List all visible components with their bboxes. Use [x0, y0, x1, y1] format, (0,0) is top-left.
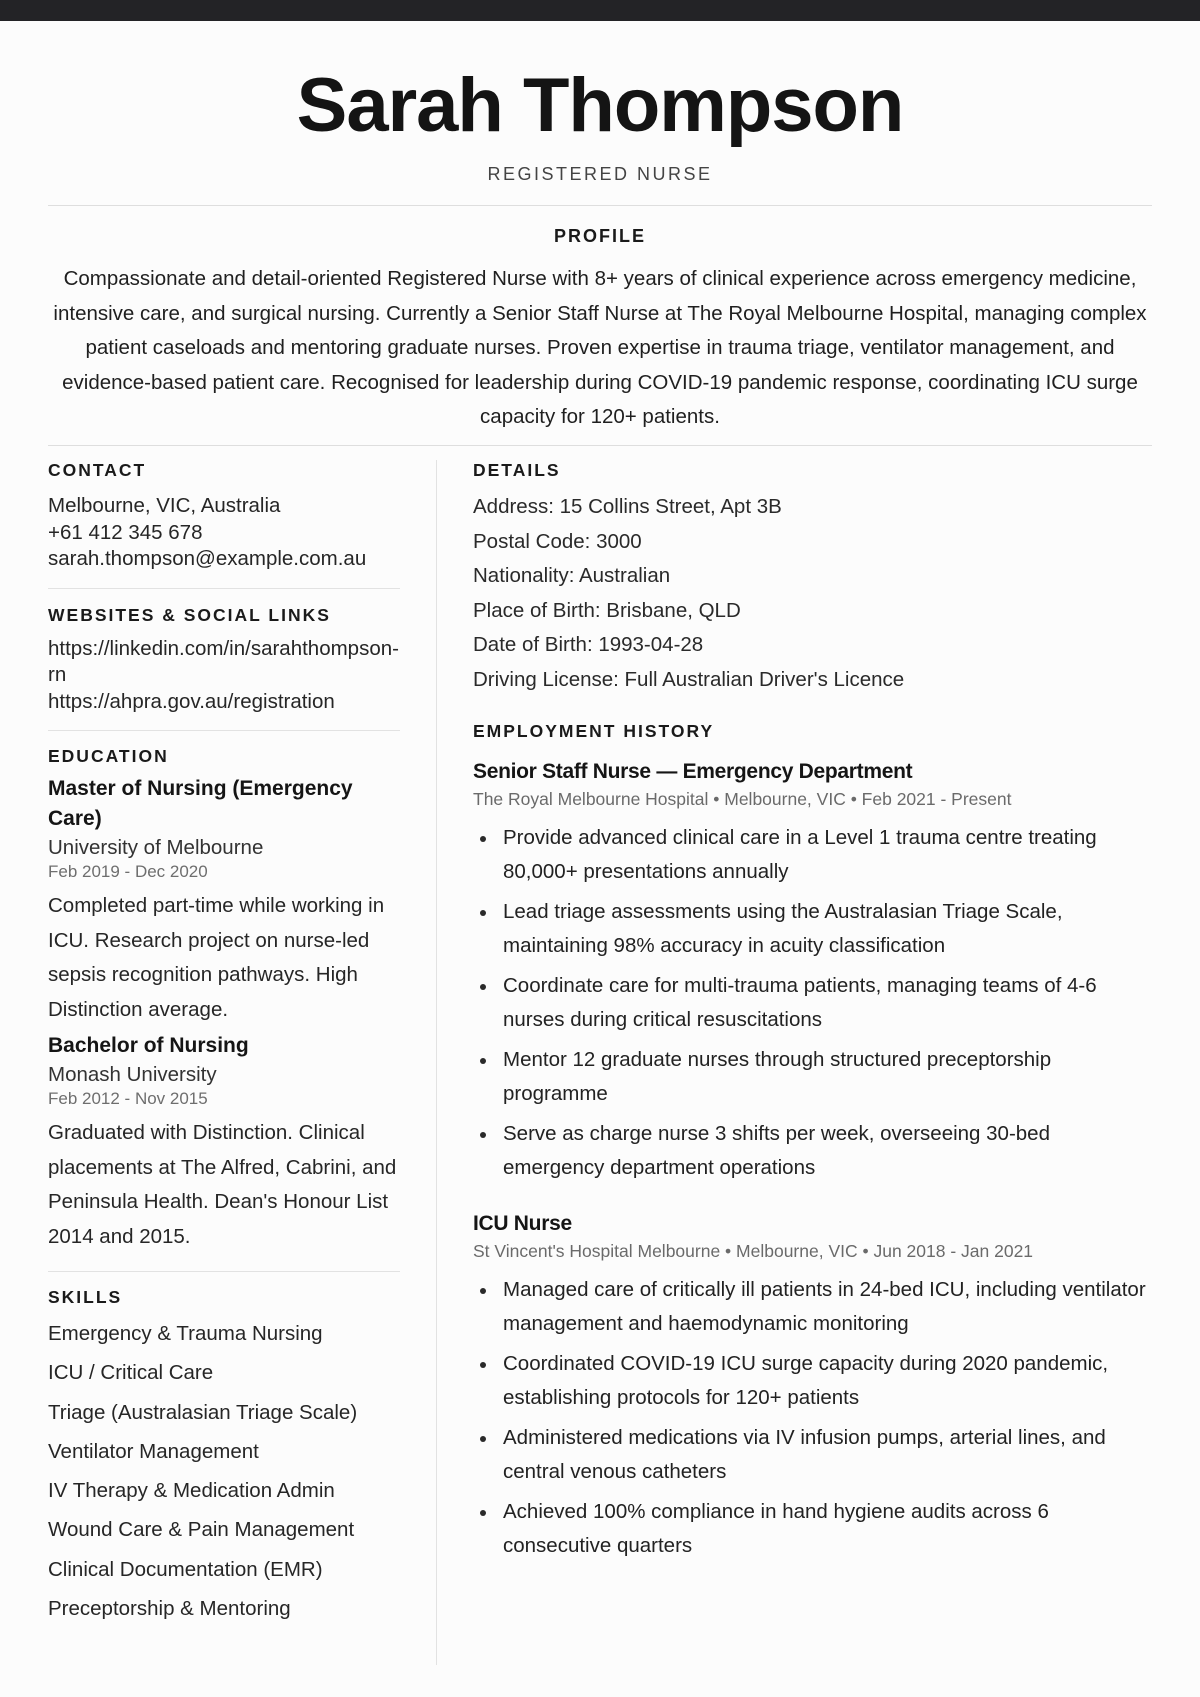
details-section	[473, 460, 1155, 698]
job-bullet: Managed care of critically ill patients in 24-bed ICU, including ventilator management and haemodynamic monitoring	[473, 1273, 1155, 1342]
detail-driving-license: Driving License: Full Australian Driver's Licence	[473, 667, 905, 691]
skill-item: IV Therapy & Medication Admin	[48, 1479, 335, 1503]
job-bullets	[473, 821, 1155, 1186]
details-heading: DETAILS	[473, 460, 561, 480]
skill-item: Triage (Australasian Triage Scale)	[48, 1400, 358, 1424]
contact-email[interactable]: sarah.thompson@example.com.au	[48, 547, 367, 570]
header-divider	[48, 205, 1152, 206]
section-divider	[48, 730, 400, 731]
profile-divider	[48, 445, 1152, 446]
skill-item: ICU / Critical Care	[48, 1361, 214, 1385]
contact-section	[48, 460, 403, 573]
profile-heading: PROFILE	[553, 226, 646, 246]
job-entry	[473, 1209, 1155, 1564]
skill-item: Wound Care & Pain Management	[48, 1518, 355, 1542]
job-meta: St Vincent's Hospital Melbourne • Melbourne, VIC • Jun 2018 - Jan 2021	[473, 1240, 1034, 1261]
job-meta: The Royal Melbourne Hospital • Melbourne, VIC • Feb 2021 - Present	[473, 788, 1012, 809]
contact-phone[interactable]: +61 412 345 678	[48, 520, 203, 544]
detail-postal-code: Postal Code: 3000	[473, 529, 642, 553]
skill-item: Preceptorship & Mentoring	[48, 1597, 291, 1621]
contact-location: Melbourne, VIC, Australia	[48, 494, 281, 517]
education-dates: Feb 2019 - Dec 2020	[48, 862, 208, 881]
skills-section	[48, 1287, 403, 1628]
job-bullet: Achieved 100% compliance in hand hygiene audits across 6 consecutive quarters	[473, 1495, 1155, 1564]
profile-summary: Compassionate and detail-oriented Registered Nurse with 8+ years of clinical experience across emergency medicine, intensive care, and surgical nursing. Currently a Senior Staff Nurse at The Royal Melbourne Hospital, managing complex patient caseloads and mentoring graduate nurses. Proven expertise in trauma triage, ventilator management, and evidence-based patient care. Recognised for leadership during COVID-19 pandemic response, coordinating ICU surge capacity for 120+ patients.	[53, 267, 1147, 428]
section-divider	[48, 1271, 400, 1272]
right-column	[473, 460, 1155, 1569]
job-bullet: Coordinate care for multi-trauma patients, managing teams of 4-6 nurses during critical resuscitations	[473, 969, 1155, 1038]
detail-nationality: Nationality: Australian	[473, 564, 671, 588]
education-section	[48, 746, 403, 1254]
links-section	[48, 605, 403, 716]
job-entry	[473, 757, 1155, 1186]
job-bullet: Lead triage assessments using the Australasian Triage Scale, maintaining 98% accuracy in acuity classification	[473, 895, 1155, 964]
job-bullets	[473, 1273, 1155, 1564]
skills-heading: SKILLS	[48, 1287, 123, 1307]
job-bullet: Serve as charge nurse 3 shifts per week, overseeing 30-bed emergency department operations	[473, 1117, 1155, 1186]
top-bar	[0, 0, 1200, 21]
job-bullet: Coordinated COVID-19 ICU surge capacity during 2020 pandemic, establishing protocols for 120+ patients	[473, 1347, 1155, 1416]
education-entry	[48, 774, 403, 1027]
degree-title: Bachelor of Nursing	[48, 1034, 249, 1057]
link-ahpra[interactable]: https://ahpra.gov.au/registration	[48, 689, 335, 713]
column-divider	[436, 460, 437, 1665]
section-divider	[48, 588, 400, 589]
candidate-role: REGISTERED NURSE	[487, 164, 713, 184]
detail-place-of-birth: Place of Birth: Brisbane, QLD	[473, 598, 741, 622]
links-heading: WEBSITES & SOCIAL LINKS	[48, 604, 331, 625]
skill-item: Emergency & Trauma Nursing	[48, 1322, 323, 1345]
degree-title: Master of Nursing (Emergency Care)	[48, 777, 353, 830]
link-linkedin[interactable]: https://linkedin.com/in/sarahthompson-rn	[48, 636, 399, 686]
skill-item: Ventilator Management	[48, 1439, 259, 1463]
education-heading: EDUCATION	[48, 746, 169, 766]
education-entry	[48, 1031, 403, 1254]
job-bullet: Administered medications via IV infusion pumps, arterial lines, and central venous catheters	[473, 1421, 1155, 1490]
job-bullet: Provide advanced clinical care in a Level 1 trauma centre treating 80,000+ presentations annually	[473, 821, 1155, 890]
contact-heading: CONTACT	[48, 460, 147, 480]
job-bullet: Mentor 12 graduate nurses through structured preceptorship programme	[473, 1043, 1155, 1112]
education-description: Graduated with Distinction. Clinical placements at The Alfred, Cabrini, and Peninsula Health. Dean's Honour List 2014 and 2015.	[48, 1121, 397, 1248]
skill-item: Clinical Documentation (EMR)	[48, 1557, 323, 1581]
employment-heading: EMPLOYMENT HISTORY	[473, 720, 715, 741]
job-title: ICU Nurse	[473, 1211, 572, 1235]
school-name: University of Melbourne	[48, 836, 264, 859]
candidate-name: Sarah Thompson	[296, 63, 904, 148]
employment-section	[473, 721, 1155, 1564]
school-name: Monash University	[48, 1063, 217, 1086]
detail-address: Address: 15 Collins Street, Apt 3B	[473, 495, 782, 518]
job-title: Senior Staff Nurse — Emergency Department	[473, 759, 913, 783]
education-dates: Feb 2012 - Nov 2015	[48, 1089, 208, 1108]
education-description: Completed part-time while working in ICU. Research project on nurse-led sepsis recognition pathways. High Distinction average.	[48, 894, 385, 1021]
detail-date-of-birth: Date of Birth: 1993-04-28	[473, 633, 704, 657]
left-column	[48, 460, 403, 1628]
